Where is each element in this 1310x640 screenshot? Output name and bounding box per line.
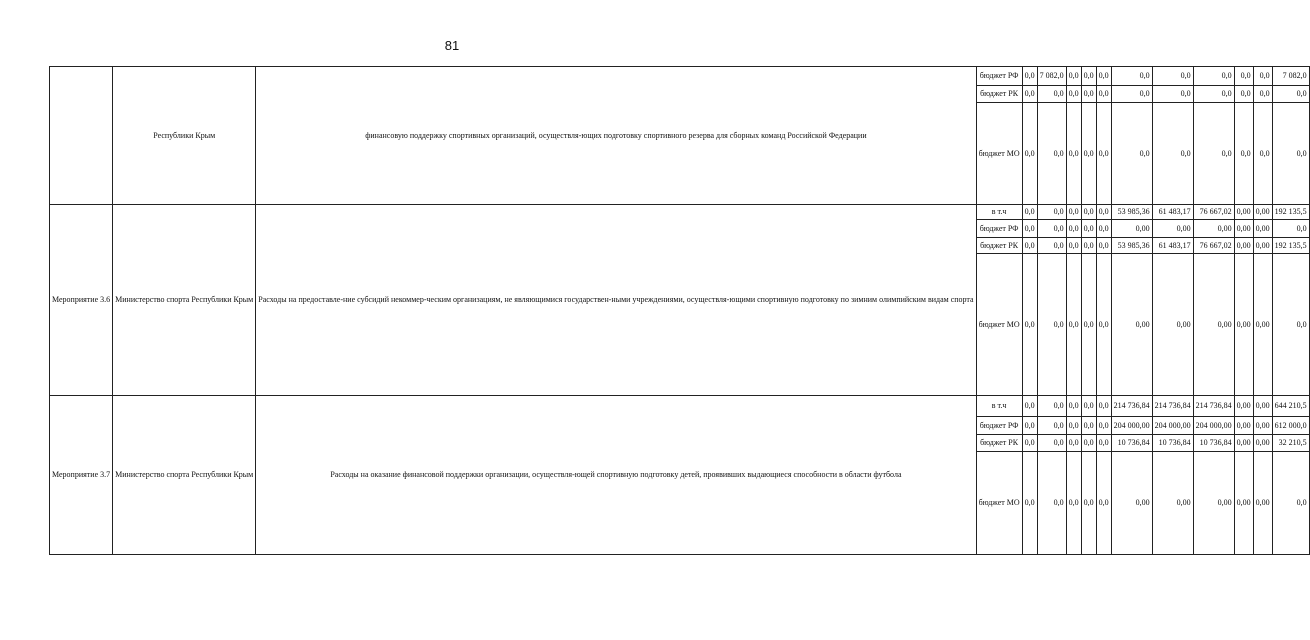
budget-kind-cell: бюджет МО <box>976 103 1022 205</box>
value-cell: 0,00 <box>1234 417 1253 435</box>
value-cell: 10 736,84 <box>1111 435 1152 452</box>
value-cell: 0,00 <box>1193 220 1234 238</box>
value-cell: 0,0 <box>1081 254 1096 396</box>
value-cell: 0,0 <box>1022 86 1037 103</box>
table-row <box>50 67 1310 86</box>
value-cell: 0,00 <box>1193 254 1234 396</box>
value-cell: 53 985,36 <box>1111 205 1152 220</box>
value-cell: 0,0 <box>1096 67 1111 86</box>
value-cell: 0,00 <box>1253 220 1272 238</box>
description-cell: финансовую поддержку спортивных организаций, осуществля-ющих подготовку спортивного резерва для сборных команд Российской Федерации <box>256 67 976 205</box>
value-cell: 0,0 <box>1037 254 1066 396</box>
value-cell: 10 736,84 <box>1193 435 1234 452</box>
value-cell: 0,0 <box>1022 396 1037 417</box>
value-cell: 0,0 <box>1081 86 1096 103</box>
value-cell: 0,0 <box>1081 220 1096 238</box>
value-cell: 0,0 <box>1037 103 1066 205</box>
value-cell: 0,0 <box>1066 86 1081 103</box>
value-cell: 0,00 <box>1152 452 1193 555</box>
value-cell: 0,0 <box>1096 220 1111 238</box>
value-cell: 0,0 <box>1022 103 1037 205</box>
value-cell: 0,0 <box>1081 435 1096 452</box>
value-cell: 7 082,0 <box>1272 67 1309 86</box>
value-cell: 0,0 <box>1022 67 1037 86</box>
value-cell: 0,0 <box>1081 103 1096 205</box>
value-cell: 0,0 <box>1193 86 1234 103</box>
value-cell: 0,0 <box>1272 103 1309 205</box>
value-cell: 0,00 <box>1234 220 1253 238</box>
value-cell: 10 736,84 <box>1152 435 1193 452</box>
value-cell: 0,0 <box>1234 103 1253 205</box>
value-cell: 0,0 <box>1234 67 1253 86</box>
description-cell: Расходы на предоставле-ние субсидий некоммер-ческим организациям, не являющимися государствен-ными учреждениями, осуществля-ющими спортивную подготовку по зимним олимпийским видам спорта <box>256 205 976 396</box>
value-cell: 0,00 <box>1111 452 1152 555</box>
executor-cell: Республики Крым <box>113 67 256 205</box>
measure-cell: Мероприятие 3.6 <box>50 205 113 396</box>
value-cell: 0,0 <box>1037 86 1066 103</box>
value-cell: 0,00 <box>1253 417 1272 435</box>
value-cell: 0,0 <box>1066 452 1081 555</box>
value-cell: 0,0 <box>1111 67 1152 86</box>
value-cell: 0,0 <box>1253 67 1272 86</box>
budget-kind-cell: в т.ч <box>976 396 1022 417</box>
budget-kind-cell: бюджет РК <box>976 435 1022 452</box>
value-cell: 0,0 <box>1193 103 1234 205</box>
value-cell: 0,0 <box>1037 220 1066 238</box>
value-cell: 0,0 <box>1272 86 1309 103</box>
value-cell: 0,0 <box>1022 435 1037 452</box>
value-cell: 0,0 <box>1022 452 1037 555</box>
value-cell: 76 667,02 <box>1193 238 1234 254</box>
budget-table <box>49 66 1310 555</box>
value-cell: 0,0 <box>1272 254 1309 396</box>
value-cell: 32 210,5 <box>1272 435 1309 452</box>
table-row <box>50 396 1310 417</box>
value-cell: 0,0 <box>1096 417 1111 435</box>
description-cell: Расходы на оказание финансовой поддержки организации, осуществля-ющей спортивную подготовку детей, проявивших выдающиеся способности в области футбола <box>256 396 976 555</box>
value-cell: 0,0 <box>1272 220 1309 238</box>
value-cell: 0,00 <box>1234 396 1253 417</box>
value-cell: 0,0 <box>1066 220 1081 238</box>
value-cell: 0,00 <box>1234 238 1253 254</box>
value-cell: 0,0 <box>1037 205 1066 220</box>
value-cell: 0,00 <box>1253 254 1272 396</box>
value-cell: 61 483,17 <box>1152 205 1193 220</box>
value-cell: 0,0 <box>1096 205 1111 220</box>
value-cell: 0,0 <box>1066 67 1081 86</box>
value-cell: 0,0 <box>1022 205 1037 220</box>
value-cell: 0,0 <box>1096 103 1111 205</box>
value-cell: 0,00 <box>1253 396 1272 417</box>
budget-kind-cell: в т.ч <box>976 205 1022 220</box>
value-cell: 0,0 <box>1096 435 1111 452</box>
value-cell: 0,00 <box>1234 254 1253 396</box>
budget-kind-cell: бюджет РК <box>976 238 1022 254</box>
value-cell: 0,00 <box>1193 452 1234 555</box>
value-cell: 214 736,84 <box>1111 396 1152 417</box>
value-cell: 612 000,0 <box>1272 417 1309 435</box>
value-cell: 0,0 <box>1111 103 1152 205</box>
value-cell: 0,0 <box>1037 417 1066 435</box>
value-cell: 0,0 <box>1037 238 1066 254</box>
value-cell: 0,00 <box>1234 452 1253 555</box>
value-cell: 0,0 <box>1152 86 1193 103</box>
value-cell: 0,0 <box>1022 417 1037 435</box>
value-cell: 644 210,5 <box>1272 396 1309 417</box>
value-cell: 0,0 <box>1066 396 1081 417</box>
value-cell: 204 000,00 <box>1111 417 1152 435</box>
value-cell: 0,00 <box>1152 220 1193 238</box>
value-cell: 214 736,84 <box>1193 396 1234 417</box>
value-cell: 0,0 <box>1253 103 1272 205</box>
value-cell: 0,0 <box>1096 254 1111 396</box>
value-cell: 0,00 <box>1253 435 1272 452</box>
measure-cell: Мероприятие 3.7 <box>50 396 113 555</box>
value-cell: 0,0 <box>1081 238 1096 254</box>
value-cell: 0,00 <box>1253 238 1272 254</box>
value-cell: 0,00 <box>1253 205 1272 220</box>
value-cell: 0,0 <box>1037 452 1066 555</box>
value-cell: 0,0 <box>1111 86 1152 103</box>
value-cell: 0,00 <box>1111 220 1152 238</box>
page-number: 81 <box>444 38 460 53</box>
value-cell: 53 985,36 <box>1111 238 1152 254</box>
budget-table-body <box>50 67 1310 555</box>
budget-kind-cell: бюджет РФ <box>976 417 1022 435</box>
value-cell: 0,00 <box>1234 205 1253 220</box>
value-cell: 0,0 <box>1081 396 1096 417</box>
value-cell: 0,0 <box>1096 238 1111 254</box>
value-cell: 0,0 <box>1066 238 1081 254</box>
value-cell: 192 135,5 <box>1272 205 1309 220</box>
value-cell: 61 483,17 <box>1152 238 1193 254</box>
value-cell: 7 082,0 <box>1037 67 1066 86</box>
value-cell: 214 736,84 <box>1152 396 1193 417</box>
value-cell: 0,0 <box>1066 254 1081 396</box>
value-cell: 204 000,00 <box>1193 417 1234 435</box>
executor-cell: Министерство спорта Республики Крым <box>113 205 256 396</box>
value-cell: 0,0 <box>1037 435 1066 452</box>
value-cell: 0,00 <box>1111 254 1152 396</box>
budget-kind-cell: бюджет РК <box>976 86 1022 103</box>
value-cell: 0,0 <box>1152 103 1193 205</box>
budget-kind-cell: бюджет РФ <box>976 220 1022 238</box>
table-row <box>50 205 1310 220</box>
value-cell: 0,0 <box>1022 220 1037 238</box>
value-cell: 0,00 <box>1234 435 1253 452</box>
value-cell: 0,0 <box>1066 103 1081 205</box>
value-cell: 0,0 <box>1096 452 1111 555</box>
value-cell: 76 667,02 <box>1193 205 1234 220</box>
value-cell: 0,0 <box>1081 452 1096 555</box>
value-cell: 0,0 <box>1096 86 1111 103</box>
value-cell: 0,0 <box>1096 396 1111 417</box>
value-cell: 0,0 <box>1066 417 1081 435</box>
value-cell: 0,0 <box>1272 452 1309 555</box>
value-cell: 0,0 <box>1081 205 1096 220</box>
value-cell: 192 135,5 <box>1272 238 1309 254</box>
value-cell: 0,0 <box>1234 86 1253 103</box>
value-cell: 0,0 <box>1193 67 1234 86</box>
value-cell: 0,00 <box>1152 254 1193 396</box>
value-cell: 0,0 <box>1022 254 1037 396</box>
value-cell: 0,0 <box>1081 67 1096 86</box>
executor-cell: Министерство спорта Республики Крым <box>113 396 256 555</box>
budget-kind-cell: бюджет МО <box>976 254 1022 396</box>
value-cell: 0,0 <box>1152 67 1193 86</box>
budget-kind-cell: бюджет РФ <box>976 67 1022 86</box>
budget-kind-cell: бюджет МО <box>976 452 1022 555</box>
value-cell: 0,0 <box>1081 417 1096 435</box>
value-cell: 0,0 <box>1066 205 1081 220</box>
value-cell: 204 000,00 <box>1152 417 1193 435</box>
value-cell: 0,0 <box>1253 86 1272 103</box>
value-cell: 0,0 <box>1022 238 1037 254</box>
value-cell: 0,0 <box>1066 435 1081 452</box>
measure-cell <box>50 67 113 205</box>
value-cell: 0,0 <box>1037 396 1066 417</box>
value-cell: 0,00 <box>1253 452 1272 555</box>
